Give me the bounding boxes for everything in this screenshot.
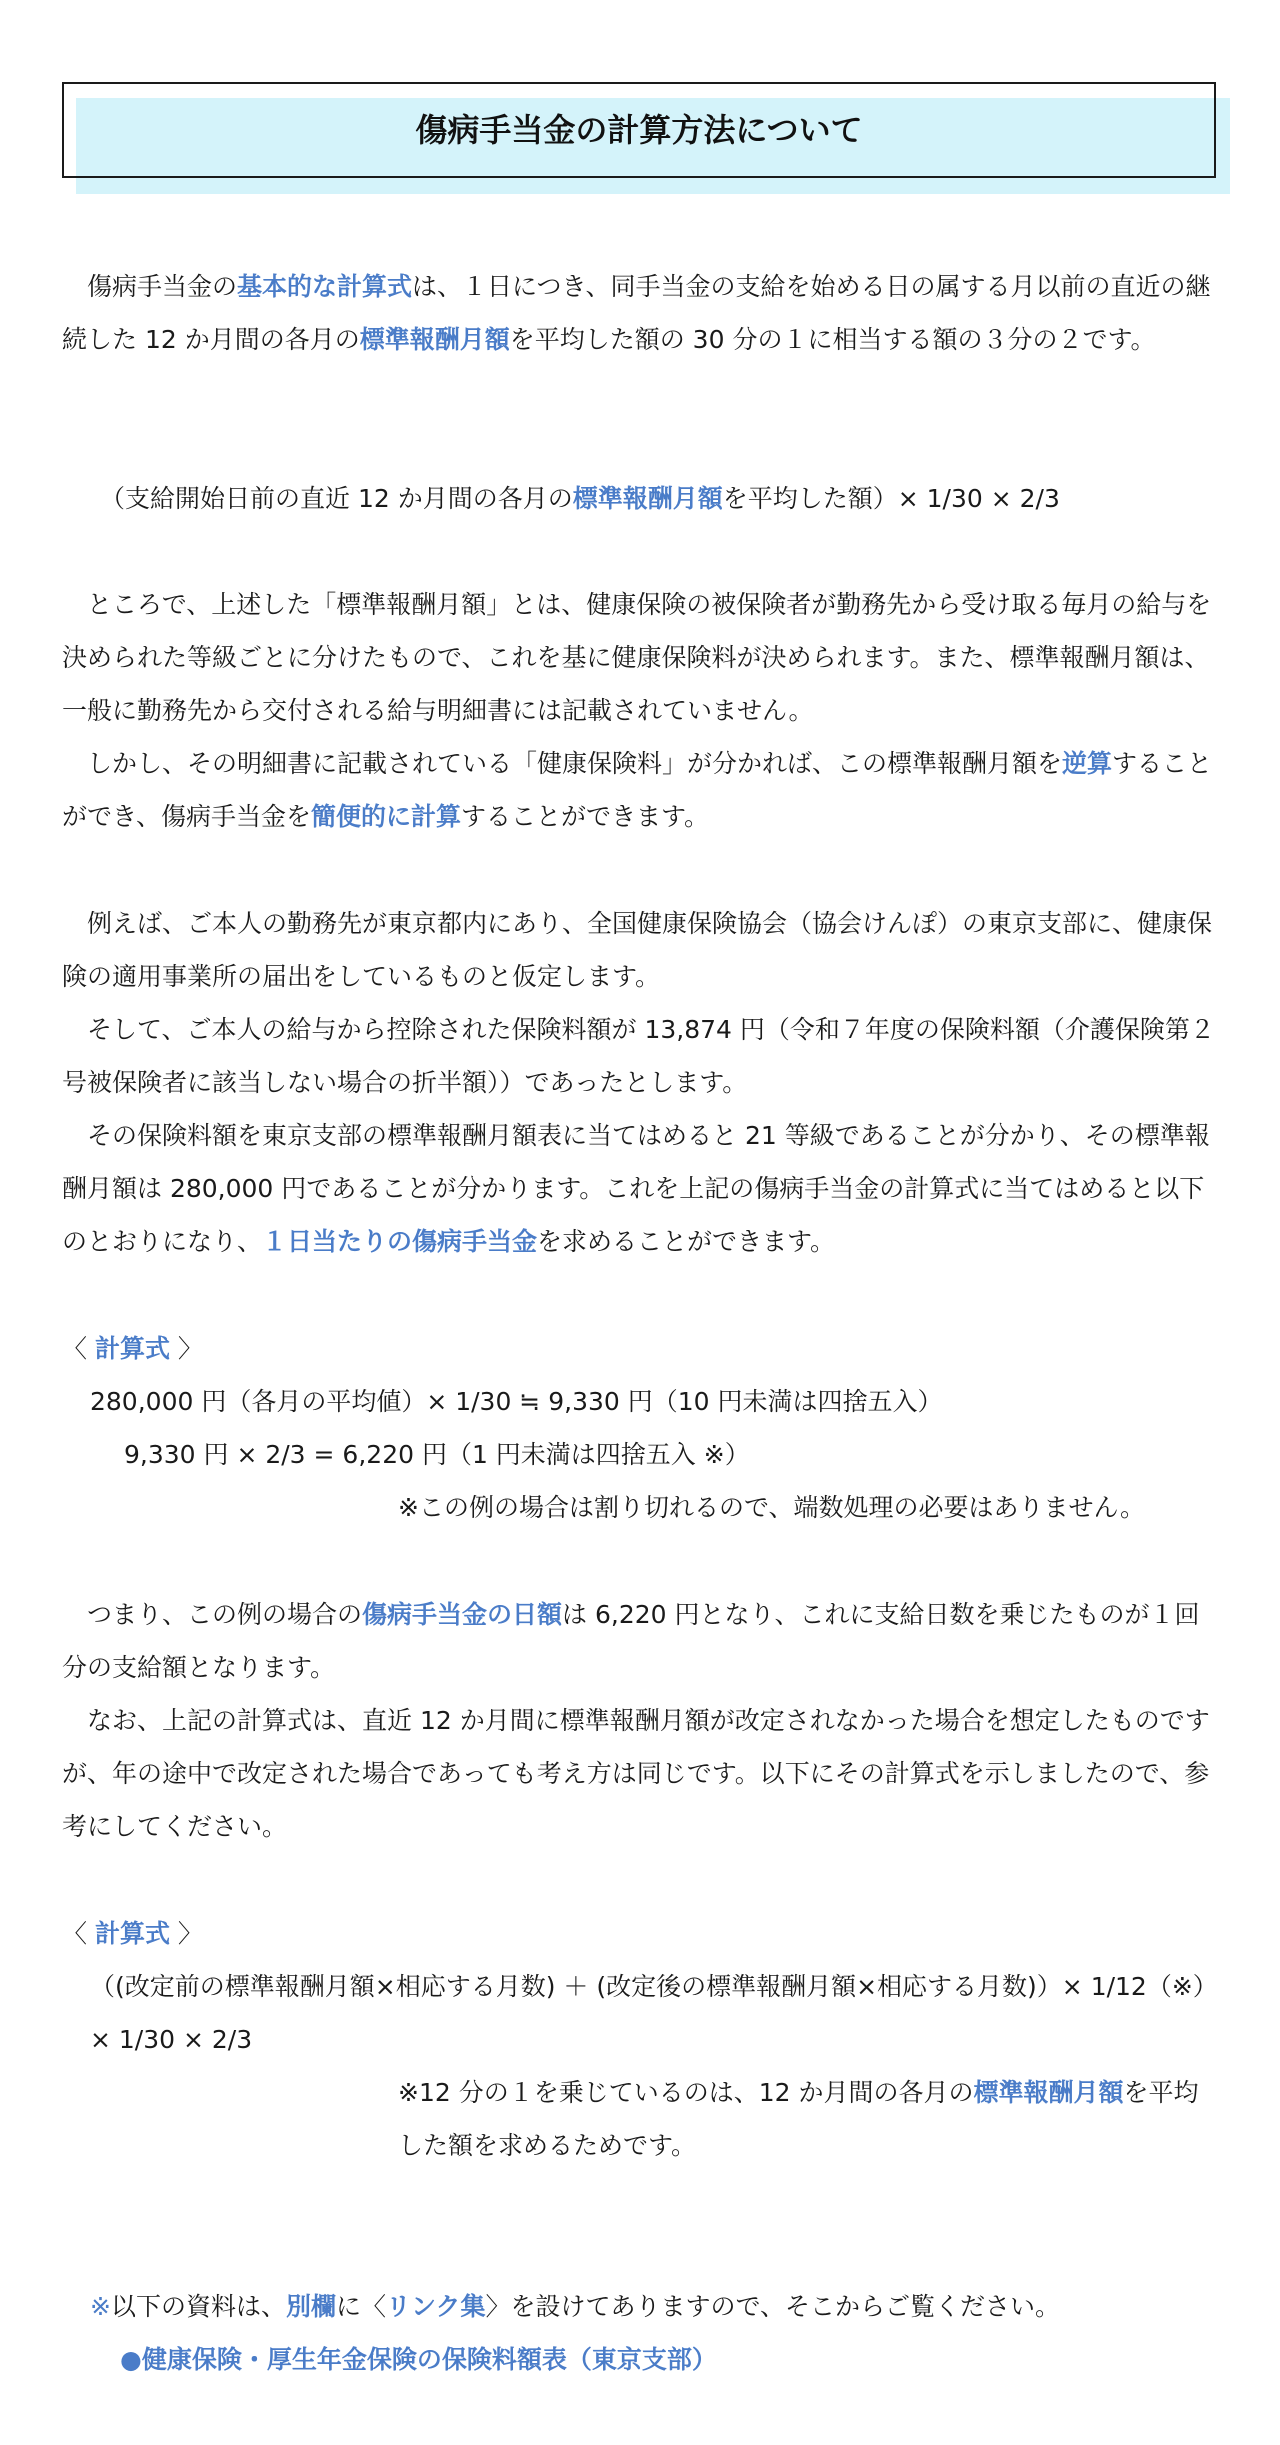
intro-text-2: は、１日につき、同手当金の支給を始める日の属する月以前の直近の継続した 12 か月間の各月の (62, 272, 1211, 354)
highlight-daily-benefit: １日当たりの傷病手当金 (262, 1227, 538, 1256)
explanation-text-1: しかし、その明細書に記載されている「健康保険料」が分かれば、この標準報酬月額を (87, 749, 1063, 778)
calc1-label: 計算式 (94, 1334, 170, 1363)
footer-highlight-separate: 別欄 (285, 2292, 336, 2321)
footer-section (62, 2280, 1220, 2386)
calc1-bracket-open: 〈 (62, 1334, 95, 1363)
conclusion-text-2: は 6,220 円となり、これに支給日数を乗じたものが１回分の支給額となります。 (62, 1600, 1200, 1682)
calculation-1 (62, 1322, 1220, 1534)
highlight-daily-amount: 傷病手当金の日額 (362, 1600, 563, 1629)
footer-text-3: 〉を設けてありますので、そこからご覧ください。 (485, 2292, 1061, 2321)
intro-text-3: を平均した額の 30 分の１に相当する額の３分の２です。 (509, 325, 1156, 354)
calc2-label: 計算式 (94, 1919, 170, 1948)
page-title: 傷病手当金の計算方法について (62, 82, 1216, 178)
example-line-1: 例えば、ご本人の勤務先が東京都内にあり、全国健康保険協会（協会けんぽ）の東京支部に、健康保険の適用事業所の届出をしているものと仮定します。 (62, 909, 1213, 991)
explanation-text-3: することができます。 (461, 802, 710, 831)
calculation-2 (62, 1907, 1220, 2172)
example-line-2: そして、ご本人の給与から控除された保険料額が 13,874 円（令和７年度の保険料額（介護保険第２号被保険者に該当しない場合の折半額））であったとします。 (62, 1015, 1215, 1097)
calc2-bracket-open: 〈 (62, 1919, 95, 1948)
example-paragraph (62, 897, 1220, 1268)
formula1-text-2: を平均した額）× 1/30 × 2/3 (722, 484, 1060, 513)
footer-mark: ※ (90, 2292, 111, 2321)
explanation-paragraph (62, 578, 1220, 843)
footer-text-1: 以下の資料は、 (110, 2292, 286, 2321)
highlight-reverse-calc: 逆算 (1062, 749, 1113, 778)
formula1-text-1: （支給開始日前の直近 12 か月間の各月の (100, 484, 573, 513)
calc1-line-2: 9,330 円 × 2/3 = 6,220 円（1 円未満は四捨五入 ※） (124, 1440, 750, 1469)
calc2-note-text-1: ※12 分の１を乗じているのは、12 か月間の各月の (398, 2078, 974, 2107)
formula1-highlight: 標準報酬月額 (572, 484, 723, 513)
formula-basic (62, 472, 1220, 525)
highlight-basic-formula: 基本的な計算式 (237, 272, 413, 301)
footer-link-collection[interactable]: リンク集 (386, 2292, 486, 2321)
highlight-simple-calc: 簡便的に計算 (311, 802, 462, 831)
explanation-text-2: することができ、傷病手当金を (62, 749, 1213, 831)
calc2-note-text-2: を平均した額を求めるためです。 (398, 2078, 1199, 2160)
intro-text-1: 傷病手当金の (87, 272, 238, 301)
calc2-formula: （(改定前の標準報酬月額×相応する月数) ＋ (改定後の標準報酬月額×相応する月数)）× 1/12（※）× 1/30 × 2/3 (90, 1972, 1218, 2054)
footer-text-2: に〈 (335, 2292, 386, 2321)
conclusion-text-1: つまり、この例の場合の (87, 1600, 363, 1629)
calc2-bracket-close: 〉 (169, 1919, 203, 1948)
calc1-line-1: 280,000 円（各月の平均値）× 1/30 ≒ 9,330 円（10 円未満は四捨五入） (90, 1387, 943, 1416)
intro-paragraph (62, 260, 1220, 366)
calc1-note: ※この例の場合は割り切れるので、端数処理の必要はありません。 (398, 1493, 1145, 1522)
explanation-line-1: ところで、上述した「標準報酬月額」とは、健康保険の被保険者が勤務先から受け取る毎月の給与を決められた等級ごとに分けたもので、これを基に健康保険料が決められます。また、標準報酬月額は、一般に勤務先から交付される給与明細書には記載されていません。 (62, 590, 1212, 725)
insurance-rate-table-link[interactable]: ●健康保険・厚生年金保険の保険料額表（東京支部） (120, 2345, 717, 2374)
example-text-2: を求めることができます。 (537, 1227, 836, 1256)
title-container (62, 82, 1216, 178)
conclusion-paragraph (62, 1588, 1220, 1853)
conclusion-line-2: なお、上記の計算式は、直近 12 か月間に標準報酬月額が改定されなかった場合を想定したものですが、年の途中で改定された場合であっても考え方は同じです。以下にその計算式を示しましたので、参考にしてください。 (62, 1706, 1210, 1841)
highlight-standard-monthly: 標準報酬月額 (359, 325, 510, 354)
calc1-bracket-close: 〉 (169, 1334, 203, 1363)
calc2-note-highlight: 標準報酬月額 (973, 2078, 1124, 2107)
example-text-1: その保険料額を東京支部の標準報酬月額表に当てはめると 21 等級であることが分かり、その標準報酬月額は 280,000 円であることが分かります。これを上記の傷病手当金の計算式に当てはめると以下のとおりになり、 (62, 1121, 1210, 1256)
